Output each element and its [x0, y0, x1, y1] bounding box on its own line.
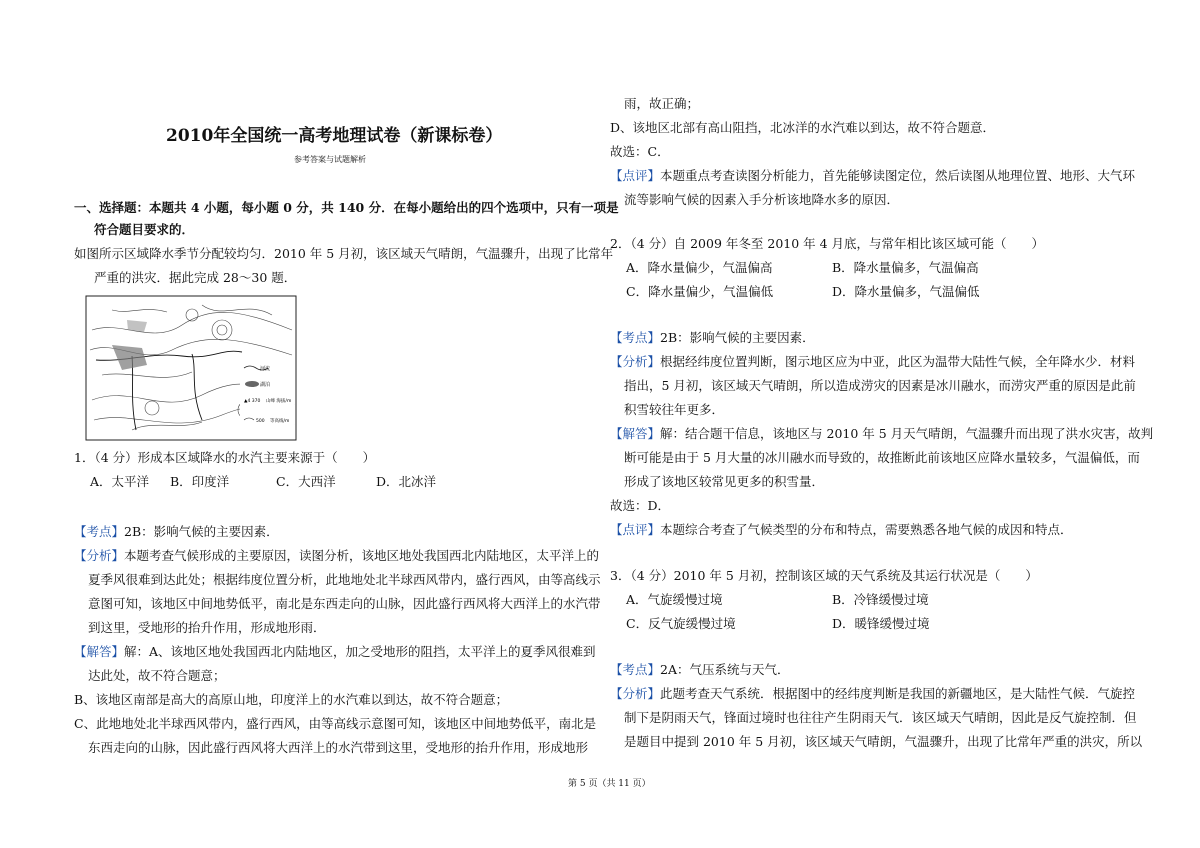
q1-stem: 1．（4 分）形成本区域降水的水汽主要来源于（ ） — [74, 450, 376, 465]
q1-jieda-line2: 达此处，故不符合题意； — [88, 668, 226, 683]
q3-fenxi-line3: 是题目中提到 2010 年 5 月初，该区域天气晴朗，气温骤升，出现了比常年严重的洪灾，所以 — [624, 734, 1143, 749]
q1-fenxi-tag: 【分析】 — [74, 548, 125, 563]
q2-kaodian: 【考点】2B：影响气候的主要因素． — [610, 330, 815, 345]
q1-option-b-analysis: B、该地区南部是高大的高原山地，印度洋上的水汽难以到达，故不符合题意； — [74, 692, 509, 707]
q1-option-b: B．印度洋 — [170, 474, 230, 489]
page-subtitle: 参考答案与试题解析 — [294, 155, 366, 164]
legend-river: 河流 — [260, 366, 271, 372]
q1-kaodian-tag: 【考点】 — [74, 524, 125, 539]
q1-option-c-analysis: C、此地地处北半球西风带内，盛行西风，由等高线示意图可知，该地区中间地势低平，南北是 — [74, 716, 597, 731]
q1-choice: 故选：C． — [610, 144, 670, 159]
q1-jieda-tag: 【解答】 — [74, 644, 125, 659]
q2-option-d: D．降水量偏多，气温偏低 — [832, 284, 980, 299]
q2-jieda-line3: 形成了该地区较常见更多的积雪量． — [624, 474, 825, 489]
legend-peak: 山峰 海拔/m — [266, 399, 292, 404]
q1-dianping-tag: 【点评】 — [610, 168, 661, 183]
q2-fenxi-tag: 【分析】 — [610, 354, 661, 369]
q3-option-b: B．冷锋缓慢过境 — [832, 592, 929, 607]
section-heading: 一、选择题：本题共 4 小题，每小题 0 分，共 140 分．在每小题给出的四个选项中，只有一项是 — [74, 200, 619, 215]
q2-option-b: B．降水量偏多，气温偏高 — [832, 260, 979, 275]
q3-fenxi-tag: 【分析】 — [610, 686, 661, 701]
q2-options-row1 — [626, 256, 979, 280]
q1-fenxi: 【分析】本题考查气候形成的主要原因，读图分析，该地区地处我国西北内陆地区，太平洋上的 — [74, 548, 600, 563]
q3-option-c: C．反气旋缓慢过境 — [626, 616, 736, 631]
q2-kaodian-tag: 【考点】 — [610, 330, 661, 345]
q2-jieda-line2: 断可能是由于 5 月大量的冰川融水而导致的，故推断此前该地区应降水量较多，气温偏低，而 — [624, 450, 1140, 465]
q2-fenxi-line3: 积雪较往年更多． — [624, 402, 725, 417]
q1-fenxi-line2: 夏季风很难到达此处；根据纬度位置分析，此地地处北半球西风带内，盛行西风，由等高线示 — [88, 572, 601, 587]
q1-dianping-line2: 流等影响气候的因素入手分析该地降水多的原因． — [624, 192, 900, 207]
q2-option-a: A．降水量偏少，气温偏高 — [626, 260, 773, 275]
section-heading-cont: 符合题目要求的． — [94, 222, 195, 237]
legend-lake: 湖泊 — [260, 382, 271, 388]
q2-jieda-tag: 【解答】 — [610, 426, 661, 441]
q1-option-c-analysis-end: 雨，故正确； — [624, 96, 700, 111]
q1-fenxi-line4: 到这里，受地形的抬升作用，形成地形雨． — [88, 620, 326, 635]
q1-kaodian: 【考点】2B：影响气候的主要因素． — [74, 524, 279, 539]
q1-jieda: 【解答】解：A、该地区地处我国西北内陆地区，加之受地形的阻挡，太平洋上的夏季风很难到 — [74, 644, 596, 659]
q2-fenxi-line2: 指出，5 月初，该区域天气晴朗，所以造成涝灾的因素是冰川融水，而涝灾严重的原因是此前 — [624, 378, 1136, 393]
q3-option-d: D．暖锋缓慢过境 — [832, 616, 930, 631]
page-footer: 第 5 页（共 11 页） — [568, 779, 651, 789]
legend-contour-value: 500 — [256, 419, 265, 424]
q3-options-row2 — [626, 612, 930, 636]
q3-option-a: A．气旋缓慢过境 — [626, 592, 723, 607]
q3-kaodian: 【考点】2A：气压系统与天气． — [610, 662, 790, 677]
q2-fenxi: 【分析】根据经纬度位置判断，图示地区应为中亚，此区为温带大陆性气候，全年降水少．材料 — [610, 354, 1136, 369]
q1-option-d-analysis: D、该地区北部有高山阻挡，北冰洋的水汽难以到达，故不符合题意． — [610, 120, 996, 135]
q3-kaodian-tag: 【考点】 — [610, 662, 661, 677]
q3-stem: 3．（4 分）2010 年 5 月初，控制该区域的天气系统及其运行状况是（ ） — [610, 568, 1038, 583]
page-title: 2010年全国统一高考地理试卷（新课标卷） — [166, 126, 503, 146]
q1-option-d: D．北冰洋 — [376, 474, 437, 489]
contour-map-figure — [72, 290, 312, 448]
intro-text: 如图所示区域降水季节分配较均匀．2010 年 5 月初，该区域天气晴朗，气温骤升，出现了比常年 — [74, 246, 614, 261]
q1-options — [90, 470, 436, 494]
q1-dianping: 【点评】本题重点考查读图分析能力，首先能够读图定位，然后读图从地理位置、地形、大气环 — [610, 168, 1136, 183]
lake-legend-icon — [245, 381, 259, 387]
q1-fenxi-line3: 意图可知，该地区中间地势低平，南北是东西走向的山脉，因此盛行西风将大西洋上的水汽带 — [88, 596, 601, 611]
legend-peak-value: ▲4 370 — [244, 399, 261, 404]
q2-dianping: 【点评】本题综合考查了气候类型的分布和特点，需要熟悉各地气候的成因和特点． — [610, 522, 1073, 537]
q1-option-c-analysis-cont: 东西走向的山脉，因此盛行西风将大西洋上的水汽带到这里，受地形的抬升作用，形成地形 — [88, 740, 589, 755]
q2-options-row2 — [626, 280, 980, 304]
q3-fenxi: 【分析】此题考查天气系统．根据图中的经纬度判断是我国的新疆地区，是大陆性气候．气旋控 — [610, 686, 1136, 701]
intro-text-cont: 严重的洪灾．据此完成 28～30 题． — [94, 270, 297, 285]
q1-option-c: C．大西洋 — [276, 474, 336, 489]
q2-dianping-tag: 【点评】 — [610, 522, 661, 537]
q1-option-a: A．太平洋 — [90, 474, 150, 489]
q2-stem: 2．（4 分）自 2009 年冬至 2010 年 4 月底，与常年相比该区域可能（ ） — [610, 236, 1045, 251]
q2-jieda: 【解答】解：结合题干信息，该地区与 2010 年 5 月天气晴朗，气温骤升而出现了洪水灾害，故判 — [610, 426, 1154, 441]
legend-contour: 等高线/m — [270, 419, 290, 424]
q3-options-row1 — [626, 588, 929, 612]
q2-option-c: C．降水量偏少，气温偏低 — [626, 284, 774, 299]
q3-fenxi-line2: 制下是阴雨天气，锋面过境时也往往产生阴雨天气．该区域天气晴朗，因此是反气旋控制．但 — [624, 710, 1137, 725]
q2-choice: 故选：D． — [610, 498, 671, 513]
